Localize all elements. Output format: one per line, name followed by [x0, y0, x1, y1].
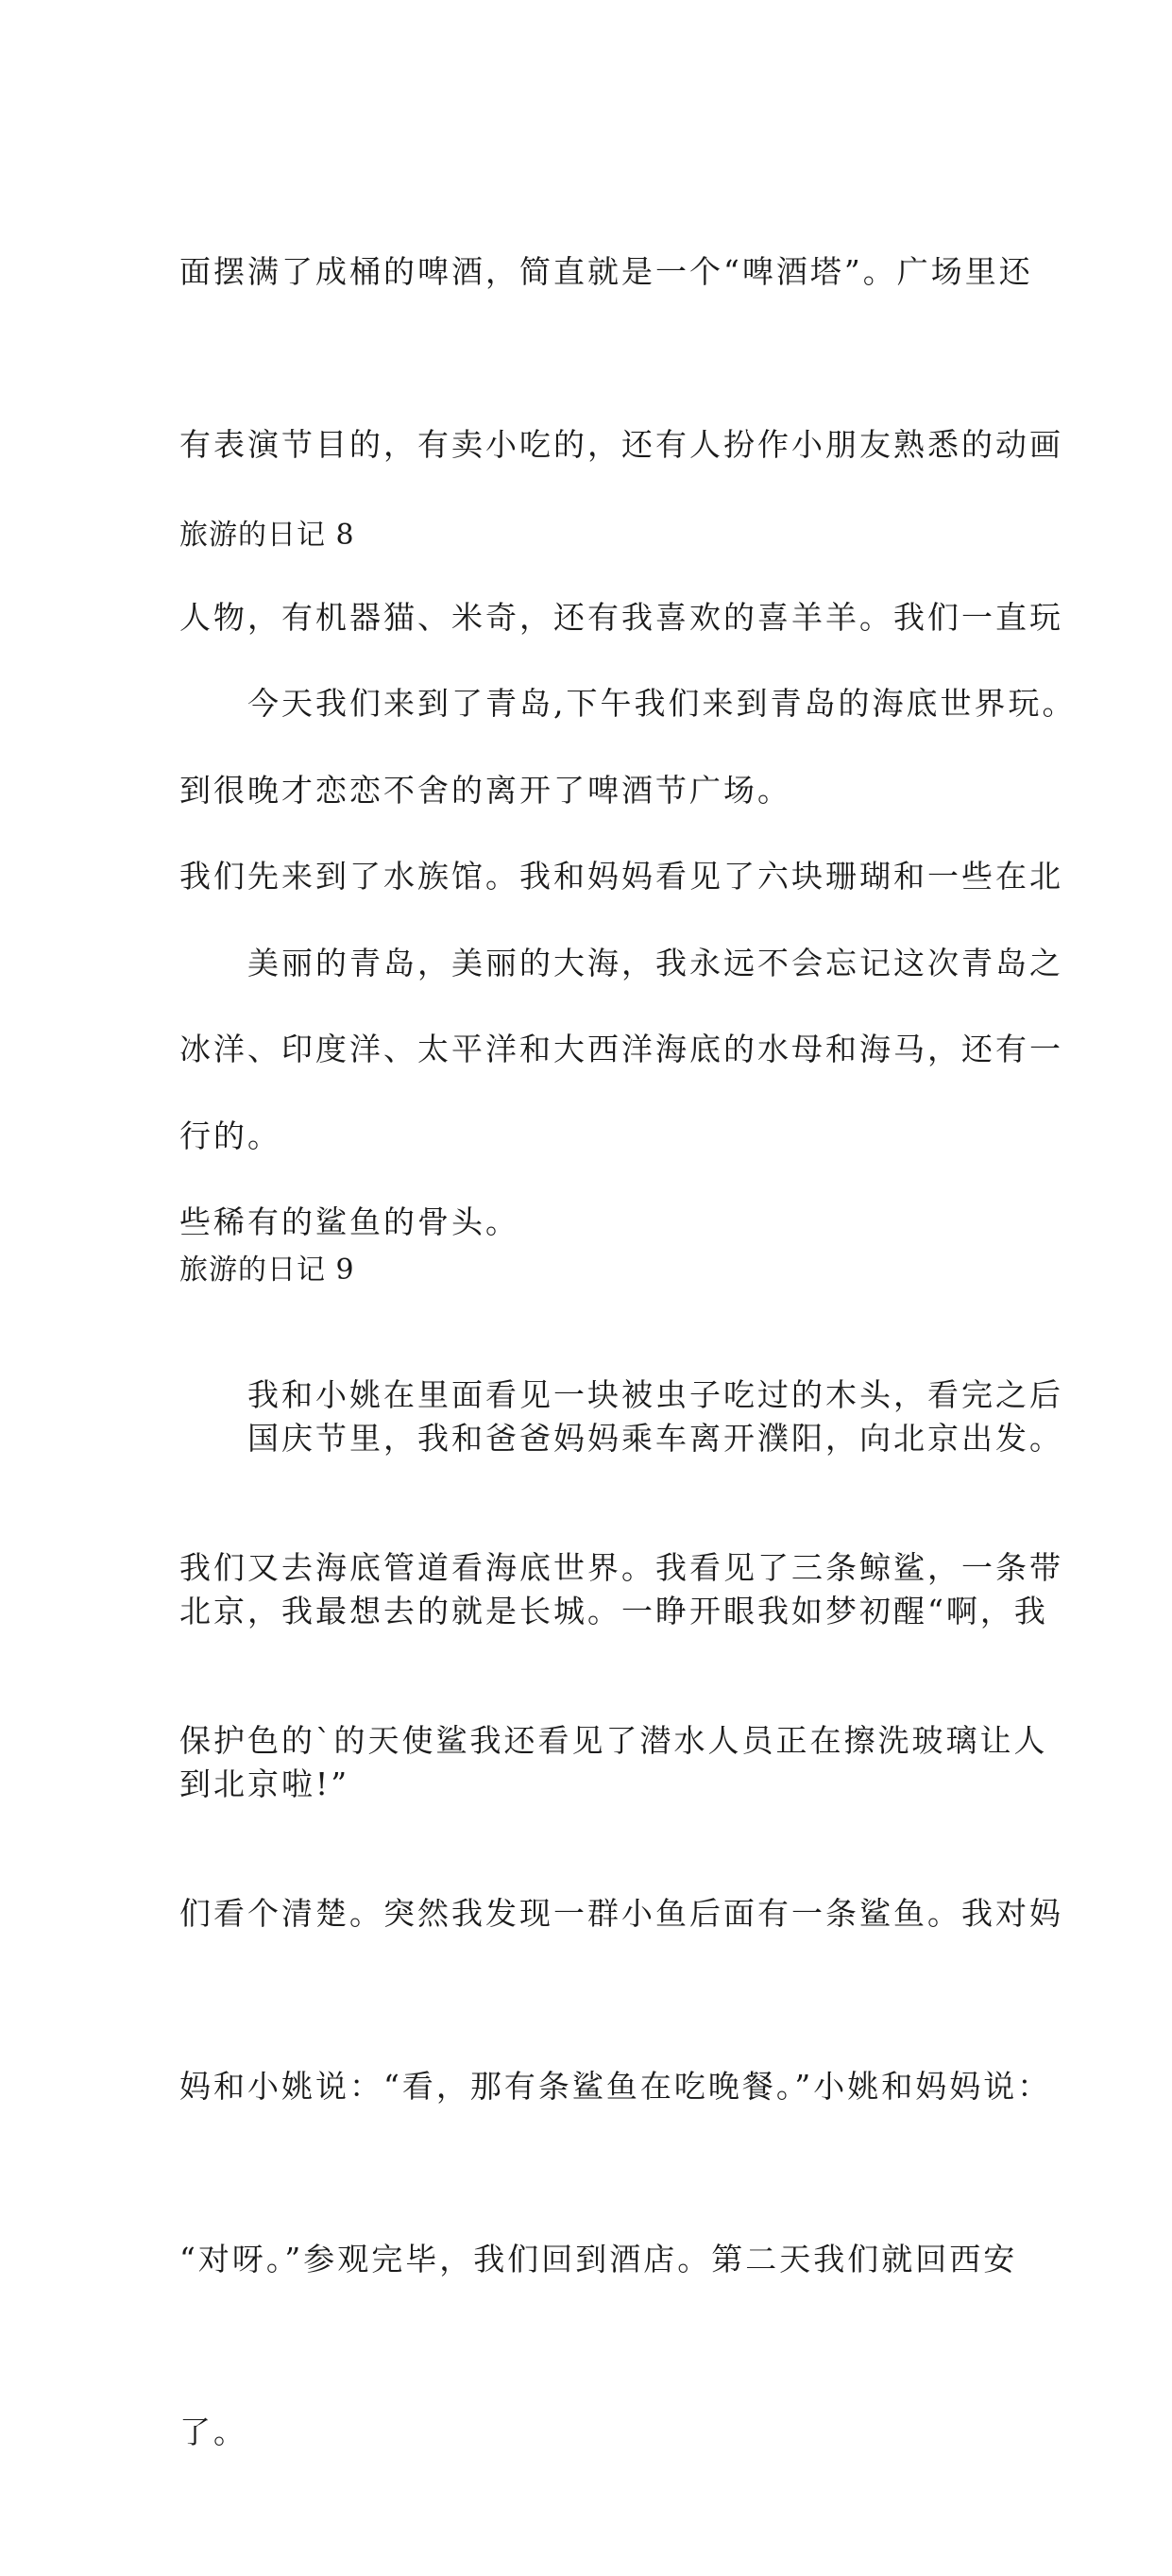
paragraph-line: 些稀有的鲨鱼的骨头。 [179, 1203, 519, 1240]
paragraph-line: 我们又去海底管道看海底世界。我看见了三条鲸鲨，一条带 [179, 1549, 1063, 1586]
paragraph-line: 我和小姚在里面看见一块被虫子吃过的木头，看完之后 [179, 1376, 1063, 1413]
paragraph-line: 行的。 [179, 1117, 281, 1154]
section-3-heading: 旅游的日记 9 [179, 1254, 355, 1287]
paragraph-line: 北京，我最想去的就是长城。一睁开眼我如梦初醒“啊，我 [179, 1593, 1048, 1629]
paragraph-line: 冰洋、印度洋、太平洋和大西洋海底的水母和海马，还有一 [179, 1031, 1063, 1067]
paragraph-line: 美丽的青岛，美丽的大海，我永远不会忘记这次青岛之 [179, 945, 1063, 981]
paragraph-line: 到很晚才恋恋不舍的离开了啤酒节广场。 [179, 772, 791, 809]
paragraph-line: 我们先来到了水族馆。我和妈妈看见了六块珊瑚和一些在北 [179, 858, 1063, 895]
paragraph-line: 有表演节目的，有卖小吃的，还有人扮作小朋友熟悉的动画 [179, 426, 1063, 463]
paragraph-line: 保护色的`的天使鲨我还看见了潜水人员正在擦洗玻璃让人 [179, 1722, 1048, 1759]
paragraph-line: 妈和小姚说：“看，那有条鲨鱼在吃晚餐。”小姚和妈妈说： [179, 2068, 1052, 2105]
paragraph-line: 了。 [179, 2414, 247, 2450]
section-2-heading: 旅游的日记 8 [179, 519, 355, 552]
section-3-body [179, 1294, 1063, 1928]
paragraph-line: 人物，有机器猫、米奇，还有我喜欢的喜羊羊。我们一直玩 [179, 599, 1063, 636]
paragraph-line: 面摆满了成桶的啤酒，简直就是一个“啤酒塔”。广场里还 [179, 253, 1033, 290]
paragraph-line: 到北京啦!” [179, 1766, 350, 1802]
paragraph-line: 们看个清楚。突然我发现一群小鱼后面有一条鲨鱼。我对妈 [179, 1895, 1063, 1932]
paragraph-line: 今天我们来到了青岛,下午我们来到青岛的海底世界玩。 [179, 685, 1077, 722]
paragraph-line: “对呀。”参观完毕，我们回到酒店。第二天我们就回西安 [179, 2241, 1018, 2277]
paragraph-line: 国庆节里，我和爸爸妈妈乘车离开濮阳，向北京出发。 [179, 1420, 1063, 1457]
